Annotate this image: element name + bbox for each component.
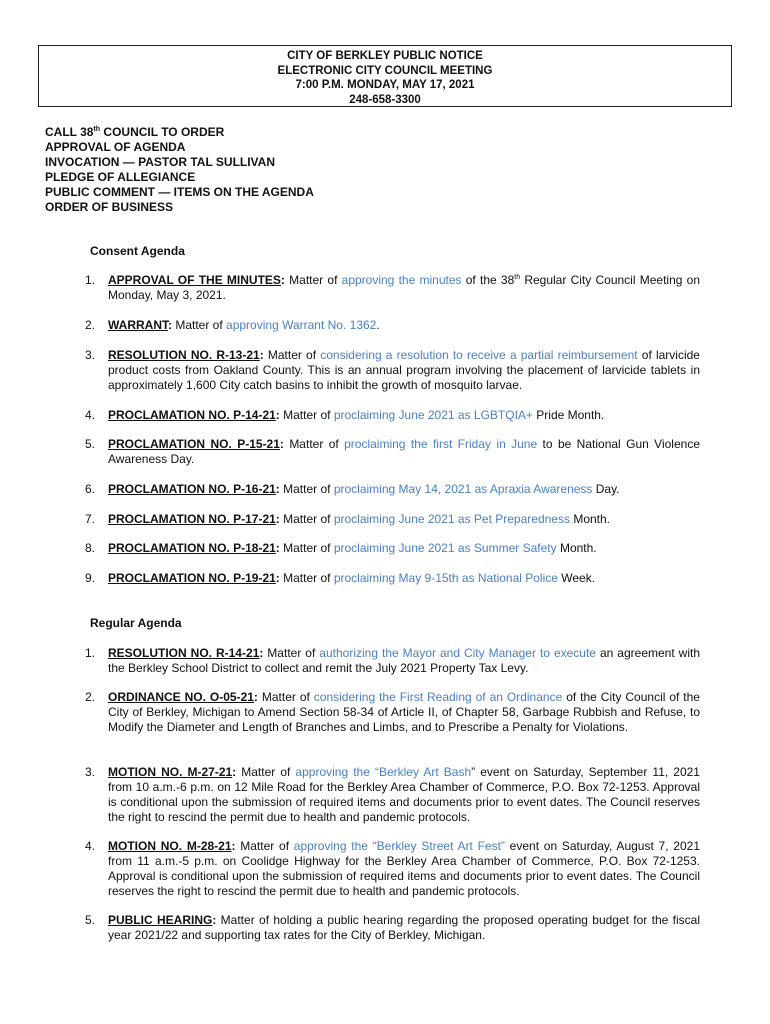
regular-item-2: 2. ORDINANCE NO. O-05-21: Matter of considering the First Reading of an Ordinance of the City Council of the City of Berkley, Michigan to Amend Section 58-34 of Article II, of Chapter 58, Garbage Rubbish and Refuse, to Modify the Diameter and Length of Branches and Limbs, and to Prescribe a Penalty for Violations. <box>85 690 700 734</box>
approval-of-agenda: APPROVAL OF AGENDA <box>45 140 186 154</box>
item-link[interactable]: proclaiming June 2021 as LGBTQIA+ <box>333 408 533 422</box>
opening-items <box>45 125 314 215</box>
item-link[interactable]: authorizing the Mayor and City Manager to execute <box>319 646 596 660</box>
item-link[interactable]: approving the “Berkley Street Art Fest” <box>293 839 505 853</box>
item-label: PROCLAMATION NO. P-19-21 <box>108 571 276 585</box>
item-label: APPROVAL OF THE MINUTES <box>108 273 281 287</box>
item-label: WARRANT <box>108 318 168 332</box>
consent-item-1: 1. APPROVAL OF THE MINUTES: Matter of approving the minutes of the 38th Regular City Council Meeting on Monday, May 3, 2021. <box>85 273 700 302</box>
consent-item-7: 7. PROCLAMATION NO. P-17-21: Matter of proclaiming June 2021 as Pet Preparedness Month. <box>85 512 611 526</box>
item-label: RESOLUTION NO. R-14-21 <box>108 646 260 660</box>
consent-agenda-title: Consent Agenda <box>90 244 185 258</box>
notice-header <box>38 45 732 107</box>
item-link[interactable]: proclaiming June 2021 as Summer Safety <box>333 541 557 555</box>
regular-item-5: 5. PUBLIC HEARING: Matter of holding a public hearing regarding the proposed operating budget for the fiscal year 2021/22 and supporting tax rates for the City of Berkley, Michigan. <box>85 913 700 942</box>
item-label: RESOLUTION NO. R-13-21 <box>108 348 260 362</box>
item-label: ORDINANCE NO. O-05-21 <box>108 690 254 704</box>
item-label: PROCLAMATION NO. P-18-21 <box>108 541 276 555</box>
regular-item-1: 1. RESOLUTION NO. R-14-21: Matter of authorizing the Mayor and City Manager to execute an agreement with the Berkley School District to collect and remit the July 2021 Property Tax Levy. <box>85 646 700 675</box>
item-link[interactable]: proclaiming May 9-15th as National Police <box>333 571 558 585</box>
consent-item-4: 4. PROCLAMATION NO. P-14-21: Matter of proclaiming June 2021 as LGBTQIA+ Pride Month. <box>85 408 605 422</box>
regular-agenda-title: Regular Agenda <box>90 616 182 630</box>
item-link[interactable]: proclaiming the first Friday in June <box>344 437 538 451</box>
item-link[interactable]: considering a resolution to receive a partial reimbursement <box>320 348 638 362</box>
header-title: CITY OF BERKLEY PUBLIC NOTICE <box>287 50 483 62</box>
header-phone: 248-658-3300 <box>349 93 421 106</box>
item-label: PUBLIC HEARING <box>108 913 213 927</box>
order-of-business: ORDER OF BUSINESS <box>45 200 174 214</box>
item-link[interactable]: approving the minutes <box>341 273 462 287</box>
item-link[interactable]: approving the “Berkley Art Bash <box>295 765 472 779</box>
pledge: PLEDGE OF ALLEGIANCE <box>45 170 196 184</box>
consent-item-2: 2. WARRANT: Matter of approving Warrant No. 1362. <box>85 318 380 332</box>
item-label: MOTION NO. M-27-21 <box>108 765 233 779</box>
item-label: MOTION NO. M-28-21 <box>108 839 232 853</box>
call-to-order: CALL 38th COUNCIL TO ORDER <box>45 125 225 139</box>
regular-item-3: 3. MOTION NO. M-27-21: Matter of approving the “Berkley Art Bash” event on Saturday, September 11, 2021 from 10 a.m.-6 p.m. on 12 Mile Road for the Berkley Area Chamber of Commerce, P.O. Box 72-1253. Approval is conditional upon the submission of required items and documents prior to event dates. The Council reserves the right to rescind the permit due to health and pandemic protocols. <box>85 765 700 824</box>
invocation: INVOCATION — PASTOR TAL SULLIVAN <box>45 155 276 169</box>
consent-item-5: 5. PROCLAMATION NO. P-15-21: Matter of proclaiming the first Friday in June to be National Gun Violence Awareness Day. <box>85 437 700 466</box>
item-label: PROCLAMATION NO. P-15-21 <box>108 437 280 451</box>
item-link[interactable]: proclaiming May 14, 2021 as Apraxia Awareness <box>333 482 593 496</box>
item-link[interactable]: considering the First Reading of an Ordinance <box>313 690 563 704</box>
item-link[interactable]: proclaiming June 2021 as Pet Preparedness <box>333 512 570 526</box>
header-subtitle: ELECTRONIC CITY COUNCIL MEETING <box>277 64 493 77</box>
item-link[interactable]: approving Warrant No. 1362 <box>226 318 377 332</box>
consent-item-9: 9. PROCLAMATION NO. P-19-21: Matter of proclaiming May 9-15th as National Police Week. <box>85 571 596 585</box>
header-datetime: 7:00 P.M. MONDAY, MAY 17, 2021 <box>295 79 475 91</box>
item-label: PROCLAMATION NO. P-14-21 <box>108 408 276 422</box>
consent-item-6: 6. PROCLAMATION NO. P-16-21: Matter of proclaiming May 14, 2021 as Apraxia Awareness Day. <box>85 482 620 496</box>
consent-item-8: 8. PROCLAMATION NO. P-18-21: Matter of proclaiming June 2021 as Summer Safety Month. <box>85 541 597 555</box>
public-comment: PUBLIC COMMENT — ITEMS ON THE AGENDA <box>45 185 314 199</box>
consent-item-3: 3. RESOLUTION NO. R-13-21: Matter of considering a resolution to receive a partial reimbursement of larvicide product costs from Oakland County. This is an annual program involving the placement of larvicide tablets in approximately 1,600 City catch basins to inhibit the growth of mosquito larvae. <box>85 348 700 392</box>
item-label: PROCLAMATION NO. P-17-21 <box>108 512 276 526</box>
item-label: PROCLAMATION NO. P-16-21 <box>108 482 276 496</box>
regular-item-4: 4. MOTION NO. M-28-21: Matter of approving the “Berkley Street Art Fest” event on Saturday, August 7, 2021 from 11 a.m.-5 p.m. on Coolidge Highway for the Berkley Area Chamber of Commerce, P.O. Box 72-1253. Approval is conditional upon the submission of required items and documents prior to event dates. The Council reserves the right to rescind the permit due to health and pandemic protocols. <box>85 839 700 898</box>
